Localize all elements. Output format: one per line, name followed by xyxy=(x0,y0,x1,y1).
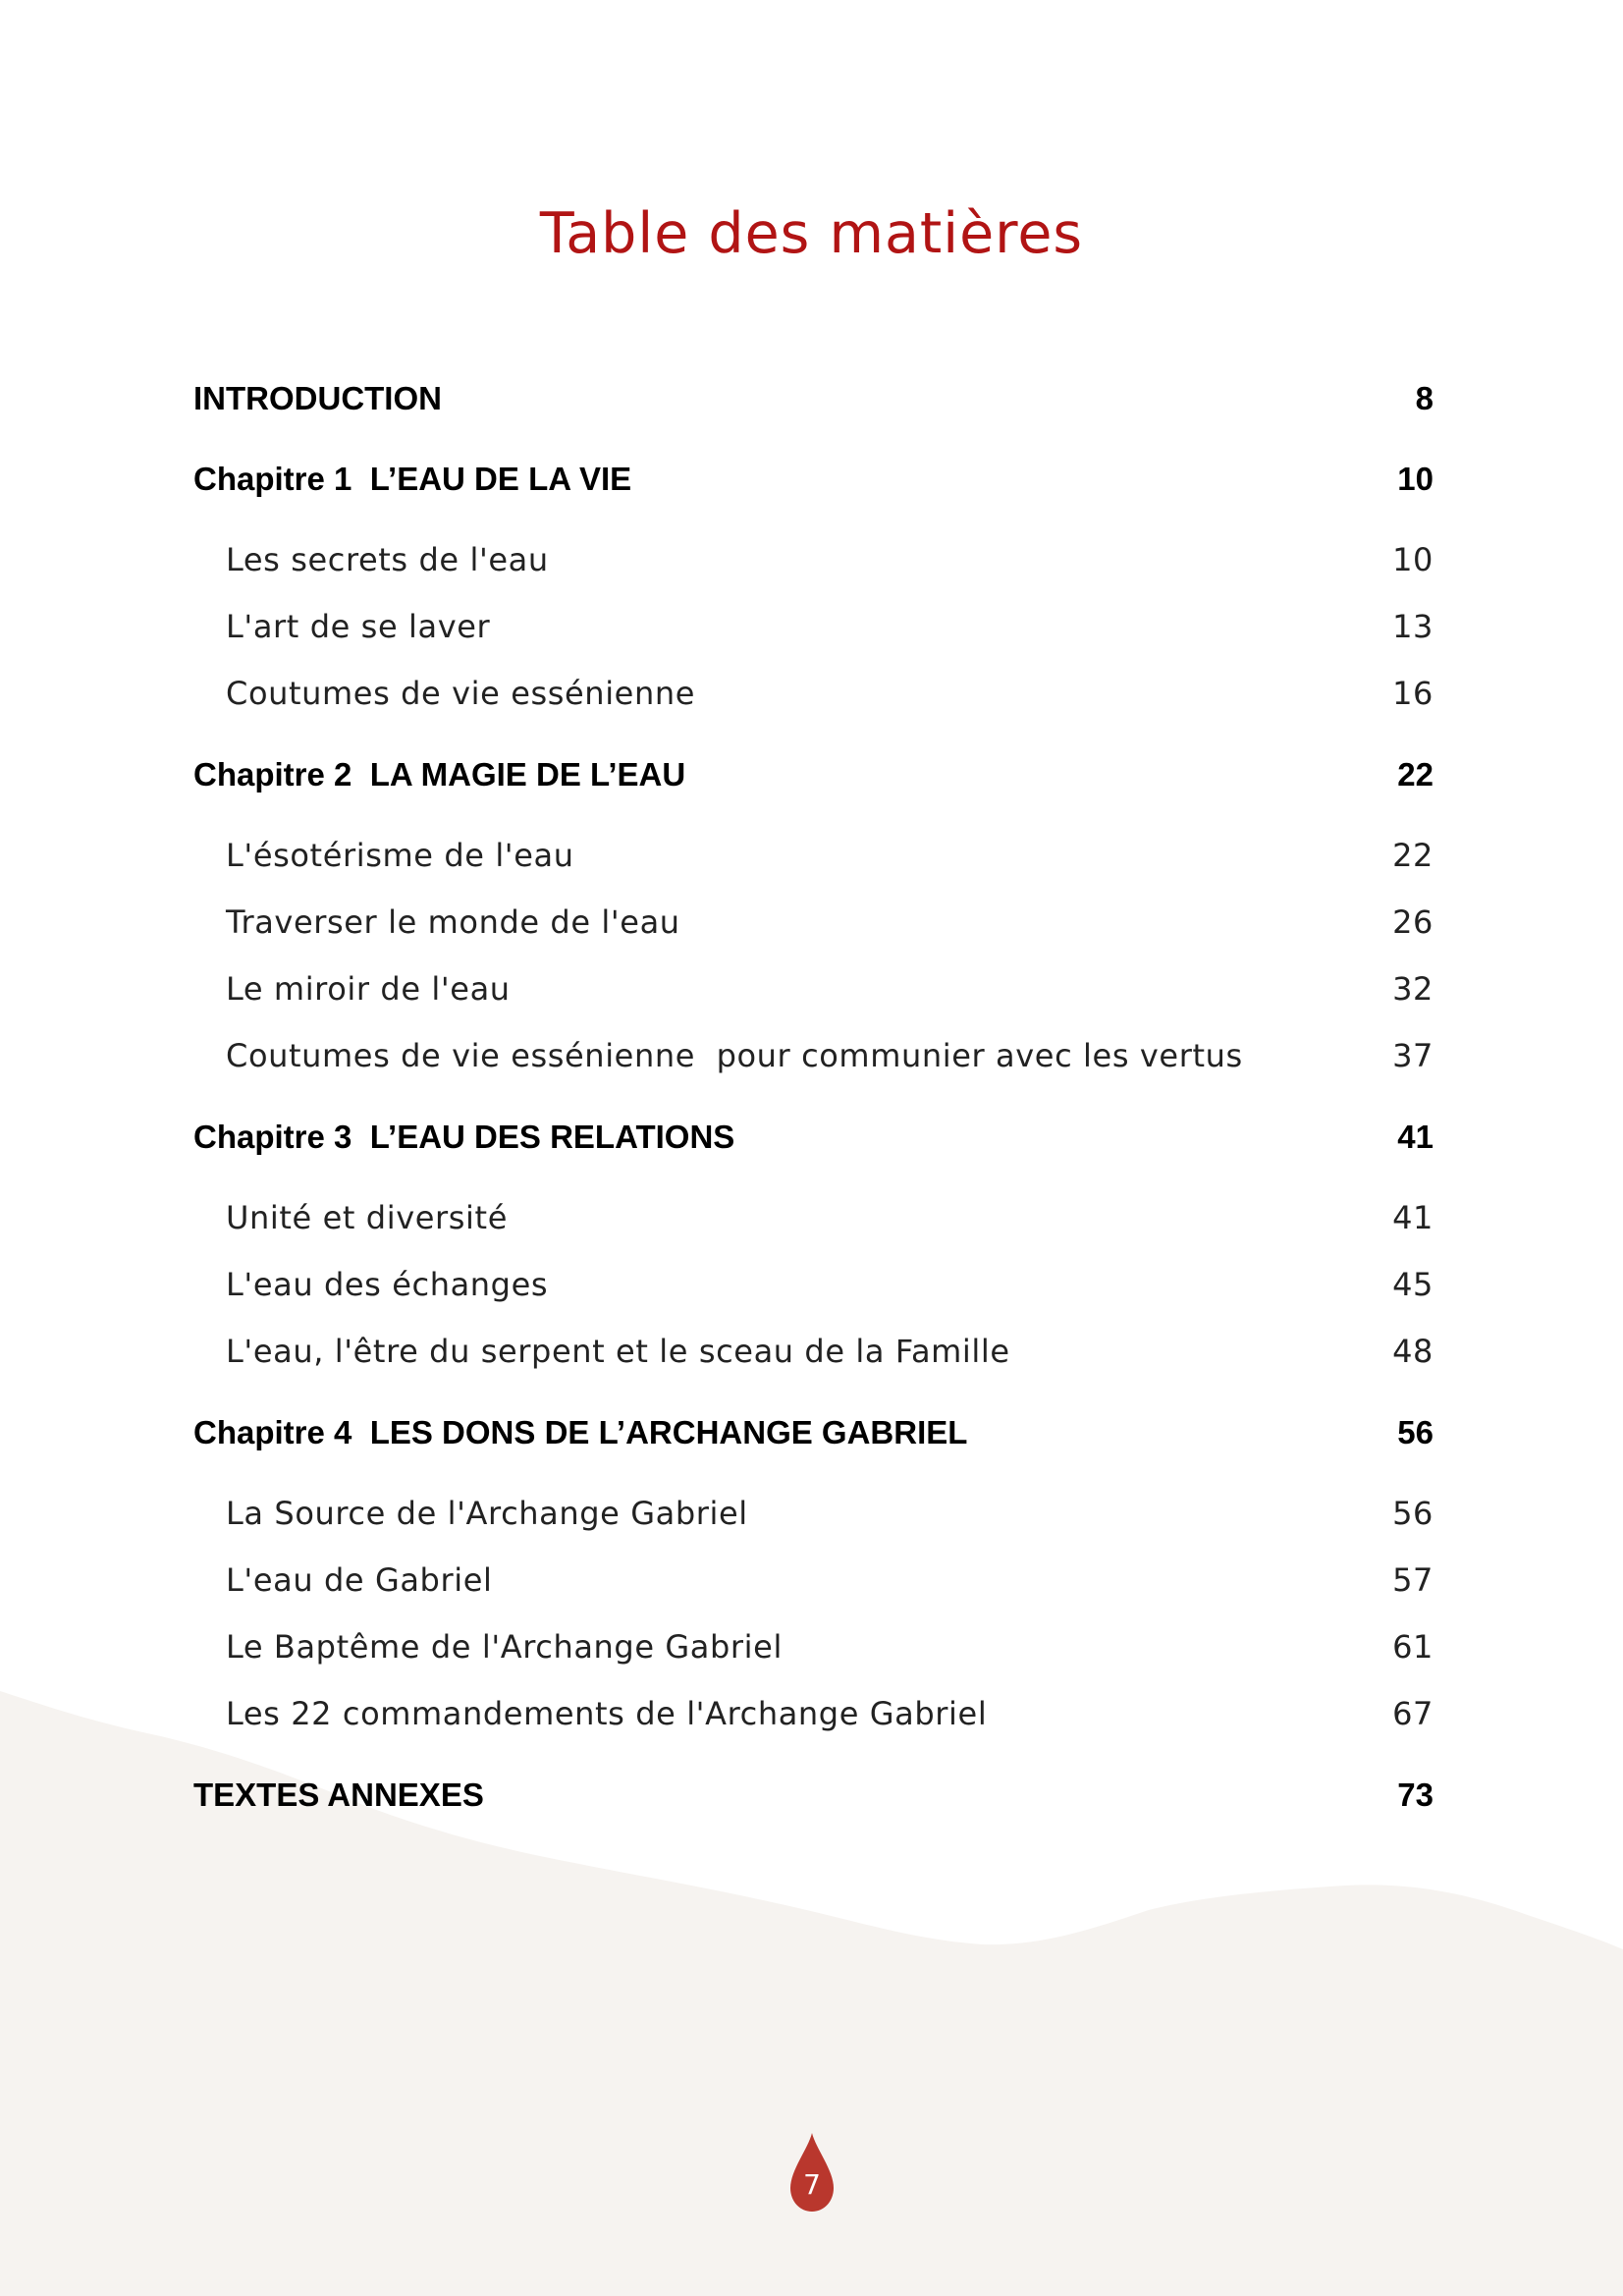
toc-entry-page-number: 73 xyxy=(1397,1777,1434,1813)
page-number-marker xyxy=(788,2131,836,2214)
toc-entry-title: L'art de se laver xyxy=(226,608,491,645)
toc-chapter-entry[interactable] xyxy=(193,1410,1434,1455)
toc-entry-title: Coutumes de vie essénienne xyxy=(226,675,696,712)
toc-entry-title: Le Baptême de l'Archange Gabriel xyxy=(226,1628,783,1666)
toc-section-entry[interactable] xyxy=(226,1195,1434,1240)
toc-entry-page-number: 13 xyxy=(1392,608,1434,645)
toc-entry-title: INTRODUCTION xyxy=(193,380,442,416)
page-number: 7 xyxy=(803,2168,821,2201)
toc-entry-page-number: 32 xyxy=(1392,970,1434,1008)
toc-entry-title: Chapitre 2 LA MAGIE DE L’EAU xyxy=(193,756,686,793)
toc-entry-page-number: 37 xyxy=(1392,1037,1434,1074)
toc-section-entry[interactable] xyxy=(226,537,1434,582)
toc-section-entry[interactable] xyxy=(226,1691,1434,1736)
toc-entry-page-number: 41 xyxy=(1392,1199,1434,1236)
toc-entry-title: L'ésotérisme de l'eau xyxy=(226,837,574,874)
toc-entry-title: Le miroir de l'eau xyxy=(226,970,511,1008)
toc-entry-title: L'eau de Gabriel xyxy=(226,1561,493,1599)
toc-entry-title: Traverser le monde de l'eau xyxy=(226,903,680,941)
toc-entry-page-number: 56 xyxy=(1397,1414,1434,1450)
page-title: Table des matières xyxy=(539,201,1084,266)
toc-chapter-entry[interactable] xyxy=(193,457,1434,502)
toc-entry-page-number: 22 xyxy=(1392,837,1434,874)
toc-section-entry[interactable] xyxy=(226,1033,1434,1078)
toc-entry-title: La Source de l'Archange Gabriel xyxy=(226,1495,748,1532)
toc-section-entry[interactable] xyxy=(226,1262,1434,1307)
toc-entry-page-number: 45 xyxy=(1392,1266,1434,1303)
toc-section-entry[interactable] xyxy=(226,900,1434,945)
toc-entry-title: Les secrets de l'eau xyxy=(226,541,549,578)
toc-chapter-entry[interactable] xyxy=(193,1115,1434,1160)
toc-entry-page-number: 61 xyxy=(1392,1628,1434,1666)
toc-entry-page-number: 10 xyxy=(1397,461,1434,497)
toc-entry-title: Unité et diversité xyxy=(226,1199,508,1236)
toc-section-entry[interactable] xyxy=(226,1558,1434,1603)
toc-entry-page-number: 56 xyxy=(1392,1495,1434,1532)
toc-entry-title: Les 22 commandements de l'Archange Gabriel xyxy=(226,1695,988,1732)
toc-entry-page-number: 57 xyxy=(1392,1561,1434,1599)
toc-entry-title: Chapitre 1 L’EAU DE LA VIE xyxy=(193,461,632,497)
toc-entry-title: L'eau, l'être du serpent et le sceau de la Famille xyxy=(226,1333,1010,1370)
toc-entry-title: TEXTES ANNEXES xyxy=(193,1777,484,1813)
toc-entry-page-number: 26 xyxy=(1392,903,1434,941)
toc-section-entry[interactable] xyxy=(226,1491,1434,1536)
toc-section-entry[interactable] xyxy=(226,671,1434,716)
toc-entry-page-number: 16 xyxy=(1392,675,1434,712)
toc-entry-page-number: 10 xyxy=(1392,541,1434,578)
toc-entry-page-number: 22 xyxy=(1397,756,1434,793)
toc-section-entry[interactable] xyxy=(226,604,1434,649)
toc-section-entry[interactable] xyxy=(226,1624,1434,1669)
toc-entry-page-number: 67 xyxy=(1392,1695,1434,1732)
toc-entry-title: Chapitre 4 LES DONS DE L’ARCHANGE GABRIEL xyxy=(193,1414,968,1450)
toc-section-entry[interactable] xyxy=(226,1329,1434,1374)
toc-entry-title: Coutumes de vie essénienne pour communier avec les vertus xyxy=(226,1037,1243,1074)
toc-entry-title: L'eau des échanges xyxy=(226,1266,549,1303)
toc-entry-page-number: 8 xyxy=(1415,380,1434,416)
toc-section-entry[interactable] xyxy=(226,833,1434,878)
toc-chapter-entry[interactable] xyxy=(193,752,1434,797)
toc-chapter-entry[interactable] xyxy=(193,1773,1434,1818)
toc-section-entry[interactable] xyxy=(226,966,1434,1011)
toc-entry-page-number: 48 xyxy=(1392,1333,1434,1370)
toc-entry-page-number: 41 xyxy=(1397,1119,1434,1155)
toc-chapter-entry[interactable] xyxy=(193,376,1434,421)
toc-entry-title: Chapitre 3 L’EAU DES RELATIONS xyxy=(193,1119,735,1155)
